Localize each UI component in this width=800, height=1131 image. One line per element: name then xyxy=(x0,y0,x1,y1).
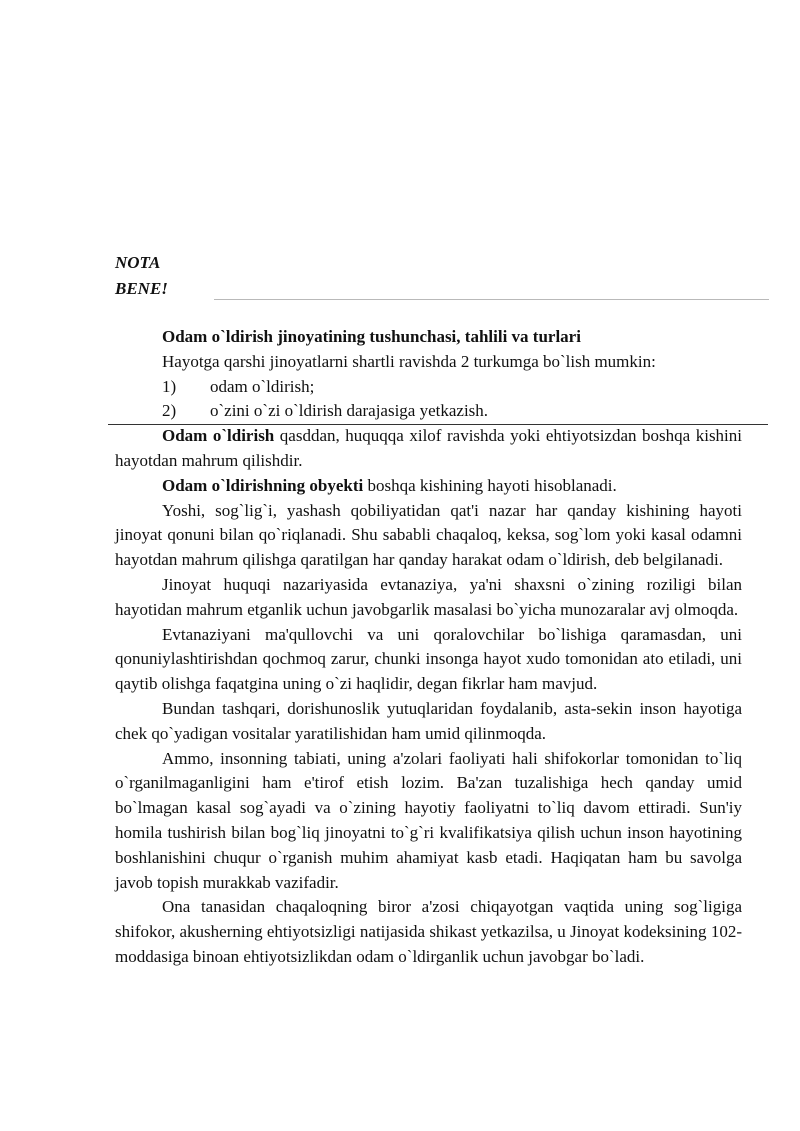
body-paragraph: Yoshi, sog`lig`i, yashash qobiliyatidan qat'i nazar har qanday kishining hayoti jinoyat qonuni bilan qo`riqlanadi. Shu sababli chaqaloq, keksa, sog`lom yoki kasal odamni hayotdan mahrum qilishga qaratilgan har qanday harakat odam o`ldirish, deb belgilanadi. xyxy=(115,500,742,570)
top-divider xyxy=(214,299,769,300)
list-number: 1) xyxy=(162,376,177,396)
list-number: 2) xyxy=(162,401,177,421)
definition-paragraph xyxy=(115,424,742,474)
body-paragraph: Ona tanasidan chaqaloqning biror a'zosi chiqayotgan vaqtida uning sog`ligiga shifokor, akusherning ehtiyotsizligi natijasida shikast yetkazilsa, u Jinoyat kodeksining 102-moddasiga binoan ehtiyotsizlikdan odam o`ldirganlik uchun javobgar bo`ladi. xyxy=(115,897,742,966)
list-text: odam o`ldirish; xyxy=(210,376,315,396)
nota-bene-label xyxy=(115,250,168,302)
object-text: boshqa kishining hayoti hisoblanadi. xyxy=(363,475,617,495)
body-paragraph: Bundan tashqari, dorishunoslik yutuqlaridan foydalanib, asta-sekin inson hayotiga chek qo`yadigan vositalar yaratilishidan ham umid qilinmoqda. xyxy=(115,698,742,743)
object-paragraph xyxy=(115,474,742,499)
list-item xyxy=(115,399,742,424)
list-text: o`zini o`zi o`ldirish darajasiga yetkazish. xyxy=(210,401,489,421)
body-paragraph: Ammo, insonning tabiati, uning a'zolari faoliyati hali shifokorlar tomonidan to`liq o`rganilmaganligini ham e'tirof etish lozim. Ba'zan tuzalishiga hech qanday umid bo`lmagan kasal sog`ayadi va o`zining hayotiy faoliyatni to`liq davom ettiradi. Sun'iy homila tushirish bilan bog`liq jinoyatni to`g`ri kvalifikatsiya qilish uchun inson hayotining boshlanishini chuqur o`rganish muhim ahamiyat kasb etadi. Haqiqatan ham bu savolga javob topish murakkab vazifadir. xyxy=(115,748,742,892)
object-term: Odam o`ldirishning obyekti xyxy=(162,475,364,495)
definition-term: Odam o`ldirish xyxy=(162,426,275,446)
body-paragraph: Evtanaziyani ma'qullovchi va uni qoralovchilar bo`lishiga qaramasdan, uni qonuniylashtirishdan qochmoq zarur, chunki insonga hayot xudo tomonidan ato etiladi, uni qaytib olishga faqatgina uning o`zi haqlidir, degan fikrlar ham mavjud. xyxy=(115,624,742,694)
section-heading: Odam o`ldirish jinoyatining tushunchasi, tahlili va turlari xyxy=(162,327,581,346)
body-paragraph: Jinoyat huquqi nazariyasida evtanaziya, ya'ni shaxsni o`zining roziligi bilan hayotidan mahrum etganlik uchun javobgarlik masalasi bo`yicha munozaralar avj olmoqda. xyxy=(115,574,742,619)
list-item xyxy=(115,375,742,400)
definition-text: qasddan, huquqqa xilof ravishda yoki ehtiyotsizdan boshqa kishini hayotdan mahrum qilishdir. xyxy=(115,426,743,470)
nota-bene-line2: BENE! xyxy=(115,279,168,298)
nota-bene-line1: NOTA xyxy=(115,253,161,272)
document-body xyxy=(115,325,742,970)
intro-paragraph: Hayotga qarshi jinoyatlarni shartli ravishda 2 turkumga bo`lish mumkin: xyxy=(162,351,656,371)
